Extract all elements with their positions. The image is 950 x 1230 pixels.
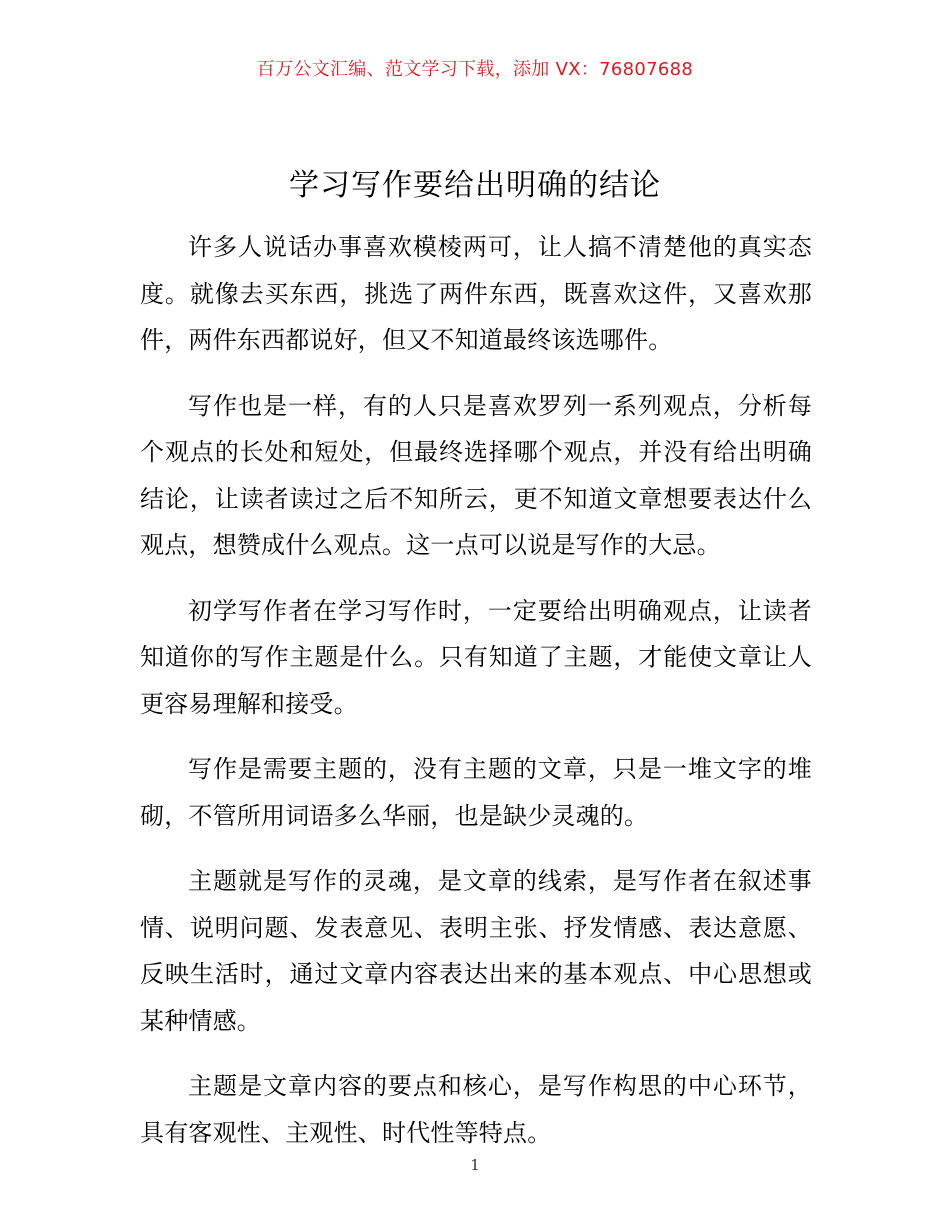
document-body — [140, 224, 812, 1175]
page-number: 1 — [470, 1156, 480, 1174]
header-contact-note: 百万公文汇编、范文学习下载，添加 VX：76807688 — [256, 59, 694, 80]
paragraph-6: 主题是文章内容的要点和核心，是写作构思的中心环节，具有客观性、主观性、时代性等特点。 — [140, 1072, 812, 1147]
paragraph-2: 写作也是一样，有的人只是喜欢罗列一系列观点，分析每个观点的长处和短处，但最终选择哪个观点，并没有给出明确结论，让读者读过之后不知所云，更不知道文章想要表达什么观点，想赞成什么观点。这一点可以说是写作的大忌。 — [140, 391, 812, 559]
paragraph-3: 初学写作者在学习写作时，一定要给出明确观点，让读者知道你的写作主题是什么。只有知道了主题，才能使文章让人更容易理解和接受。 — [140, 596, 812, 718]
document-title: 学习写作要给出明确的结论 — [289, 168, 661, 203]
paragraph-1: 许多人说话办事喜欢模棱两可，让人搞不清楚他的真实态度。就像去买东西，挑选了两件东西，既喜欢这件，又喜欢那件，两件东西都说好，但又不知道最终该选哪件。 — [140, 233, 812, 354]
paragraph-5: 主题就是写作的灵魂，是文章的线索，是写作者在叙述事情、说明问题、发表意见、表明主张、抒发情感、表达意愿、反映生活时，通过文章内容表达出来的基本观点、中心思想或某种情感。 — [140, 867, 812, 1035]
paragraph-4: 写作是需要主题的，没有主题的文章，只是一堆文字的堆砌，不管所用词语多么华丽，也是缺少灵魂的。 — [140, 755, 812, 830]
